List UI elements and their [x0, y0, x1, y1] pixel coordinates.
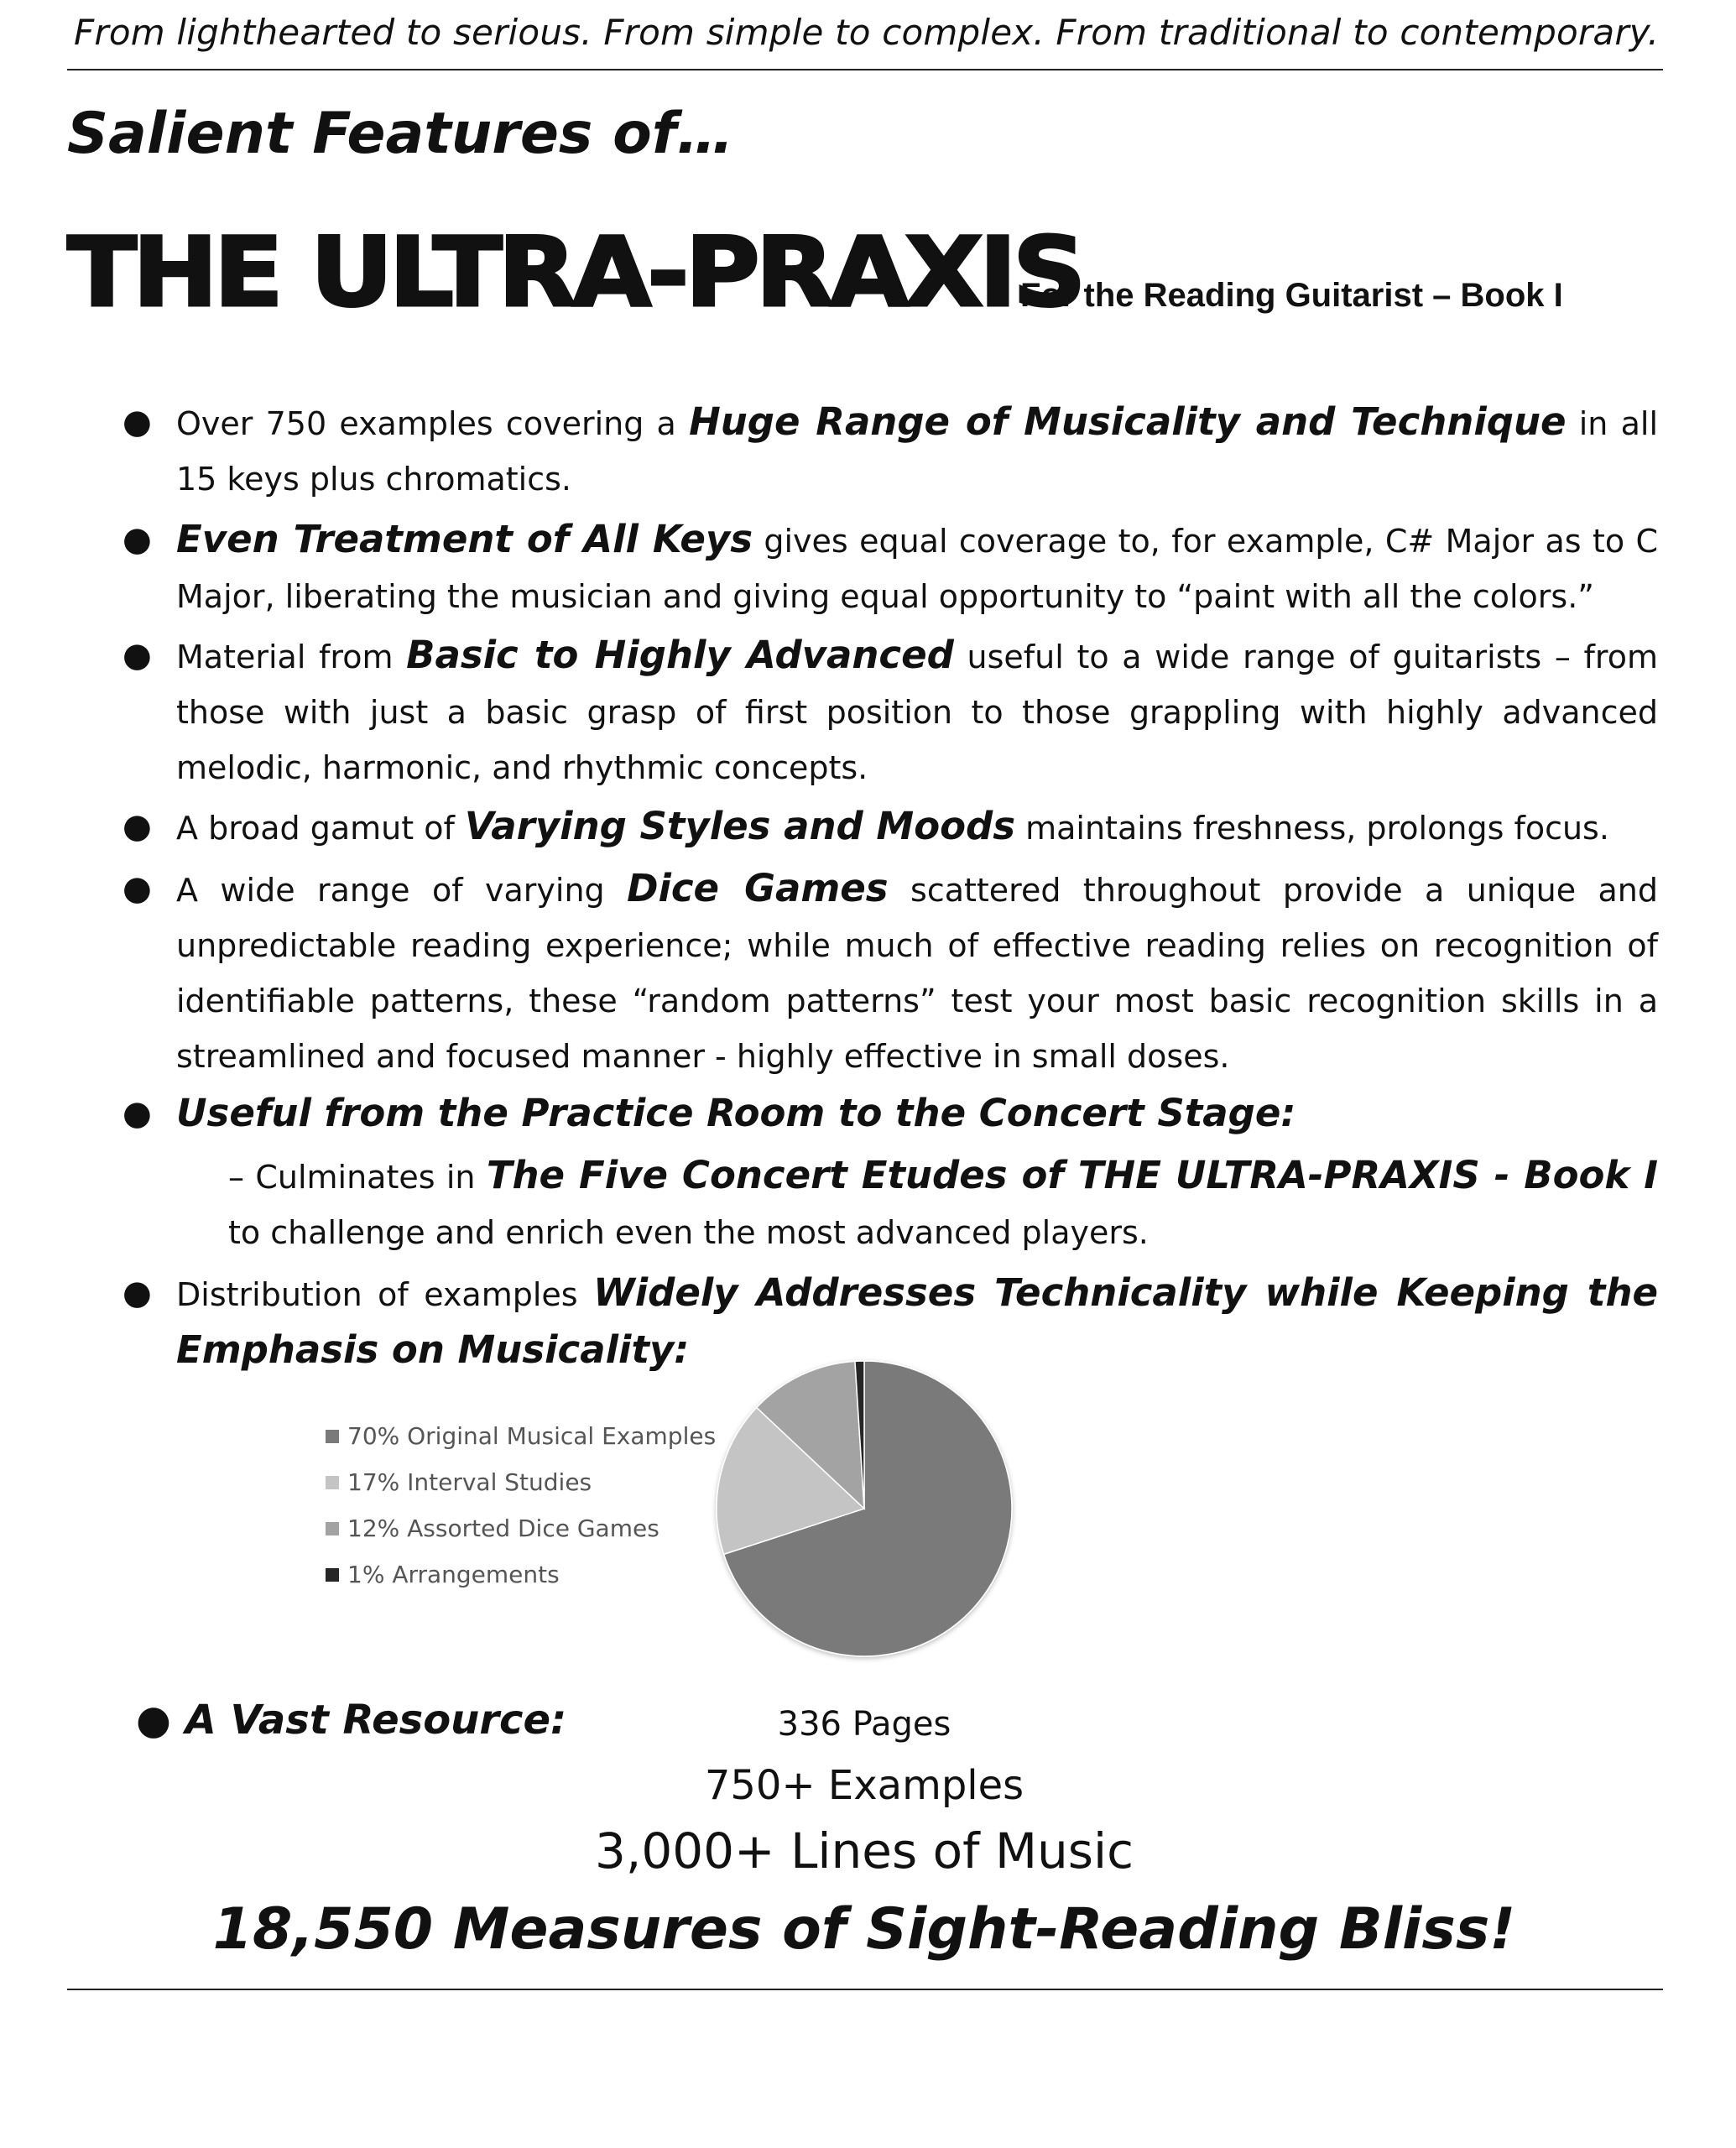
book-title: THE ULTRA-PRAXIS [67, 216, 1082, 328]
bullet-emphasis: Huge Range of Musicality and Technique [689, 399, 1567, 444]
legend-swatch [326, 1522, 339, 1535]
bullet-dot: ● [123, 636, 152, 675]
sub-item-text: to challenge and enrich even the most advanced players. [228, 1214, 1149, 1251]
list-item [123, 1086, 1658, 1143]
bullet-emphasis: Varying Styles and Moods [464, 804, 1016, 848]
chart-legend [326, 1413, 716, 1598]
bullet-text: A broad gamut of [176, 810, 465, 847]
sub-item-text: – Culminates in [228, 1159, 487, 1196]
list-item [123, 512, 1658, 624]
bullet-dot: ● [123, 869, 152, 908]
legend-swatch [326, 1476, 339, 1489]
bullet-emphasis: Useful from the Practice Room to the Concert Stage: [176, 1091, 1296, 1135]
legend-label: 17% Interval Studies [347, 1468, 592, 1496]
title-row [67, 216, 1563, 328]
sub-item-emphasis: The Five Concert Etudes of THE ULTRA-PRAXIS - Book I [486, 1153, 1659, 1197]
tagline: From lighthearted to serious. From simple to complex. From traditional to contemporary. [74, 12, 1660, 53]
top-divider [67, 69, 1663, 70]
bullet-dot: ● [136, 1697, 171, 1744]
bullet-dot: ● [123, 403, 152, 441]
legend-item [326, 1459, 716, 1505]
legend-label: 70% Original Musical Examples [347, 1422, 717, 1450]
stat-lines: 3,000+ Lines of Music [595, 1822, 1134, 1880]
bullet-text: scattered throughout provide a unique and unpredictable reading experience; while much of effective reading relies on recognition of identifiable patterns, these “random patterns” test your most basic recognition skills in a streamlined and focused manner - highly effective in small doses. [176, 872, 1658, 1075]
legend-swatch [326, 1568, 339, 1582]
bullet-emphasis: Even Treatment of All Keys [176, 517, 753, 561]
bullet-text: Material from [176, 639, 407, 675]
stat-measures: 18,550 Measures of Sight-Reading Bliss! [212, 1896, 1516, 1963]
bullet-text: Over 750 examples covering a [176, 405, 690, 442]
bullet-emphasis: Widely Addresses Technicality while Keeping the Emphasis on Musicality: [176, 1270, 1658, 1372]
legend-item [326, 1551, 716, 1598]
legend-label: 12% Assorted Dice Games [347, 1515, 659, 1542]
resource-label: A Vast Resource: [185, 1697, 567, 1744]
list-item [123, 394, 1659, 507]
list-item [123, 628, 1658, 795]
bullet-dot: ● [123, 520, 152, 559]
bullet-text: A wide range of varying [176, 872, 628, 909]
bullet-text: useful to a wide range of guitarists – from those with just a basic grasp of first position to those grappling with highly advanced melodic, harmonic, and rhythmic concepts. [176, 639, 1658, 786]
page-heading: Salient Features of… [67, 101, 734, 167]
bullet-dot: ● [123, 1274, 152, 1312]
bullet-dot: ● [123, 1094, 152, 1133]
bullet-text: in all 15 keys plus chromatics. [176, 405, 1659, 498]
pie-chart [705, 1349, 1024, 1668]
bullet-text: Distribution of examples [176, 1276, 594, 1313]
bullet-emphasis: Basic to Highly Advanced [406, 633, 954, 677]
legend-label: 1% Arrangements [347, 1561, 560, 1588]
legend-item [326, 1505, 716, 1551]
legend-item [326, 1413, 716, 1459]
bullet-text: gives equal coverage to, for example, C# Major as to C Major, liberating the musician and giving equal opportunity to “paint with all the colors.” [176, 523, 1658, 615]
bottom-divider [67, 1989, 1663, 1990]
list-item [123, 861, 1658, 1084]
bullet-dot: ● [123, 807, 152, 846]
list-item [123, 799, 1658, 856]
bullet-emphasis: Dice Games [627, 866, 889, 910]
bullet-text: maintains freshness, prolongs focus. [1015, 810, 1609, 847]
legend-swatch [326, 1430, 339, 1443]
stat-examples: 750+ Examples [704, 1762, 1024, 1809]
book-subtitle: For the Reading Guitarist – Book I [1020, 277, 1563, 314]
sub-list-item [228, 1148, 1658, 1260]
stat-pages: 336 Pages [777, 1705, 951, 1744]
